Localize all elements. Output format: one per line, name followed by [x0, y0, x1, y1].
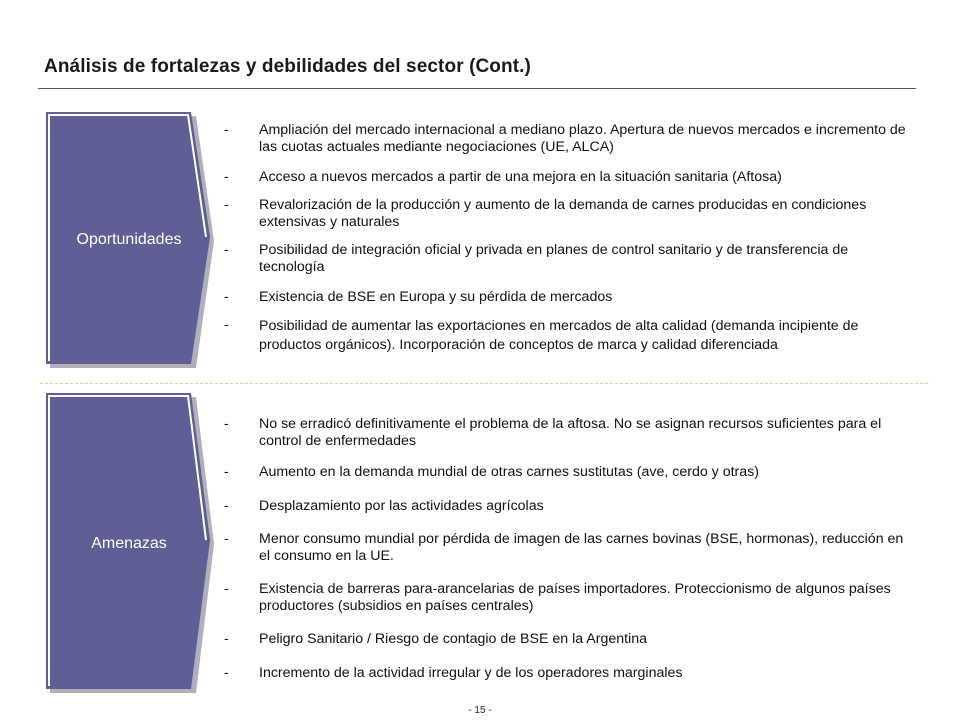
bullet-dash: - [224, 531, 229, 547]
page-number: - 15 - [468, 705, 492, 716]
bullet-dash: - [224, 665, 229, 681]
bullet-dash: - [224, 122, 229, 138]
page-title: Análisis de fortalezas y debilidades del sector (Cont.) [44, 56, 531, 77]
bullet-dash: - [224, 581, 229, 597]
bullet-dash: - [224, 631, 229, 647]
list-item-text: Existencia de BSE en Europa y su pérdida de mercados [259, 289, 613, 305]
list-item-text: Acceso a nuevos mercados a partir de una mejora en la situación sanitaria (Aftosa) [259, 169, 782, 185]
title-divider [38, 88, 916, 89]
bullet-dash: - [224, 197, 229, 213]
section-label-oportunidades: Oportunidades [76, 231, 182, 248]
amenazas-chevron-panel [44, 391, 216, 697]
list-item-text: Menor consumo mundial por pérdida de imagen de las carnes bovinas (BSE, hormonas), reducción en el consumo en la UE. [259, 531, 904, 564]
list-item-text: Ampliación del mercado internacional a mediano plazo. Apertura de nuevos mercados e incremento de las cuotas actuales mediante negociaciones (UE, ALCA) [259, 122, 906, 155]
section-separator [40, 383, 928, 384]
list-item-text: Incremento de la actividad irregular y de los operadores marginales [259, 665, 683, 681]
bullet-dash: - [224, 289, 229, 305]
list-item-text: Posibilidad de aumentar las exportaciones en mercados de alta calidad (demanda incipiente de productos orgánicos). Incorporación de conceptos de marca y calidad diferenciada [259, 318, 859, 353]
list-item-text: Desplazamiento por las actividades agrícolas [259, 498, 544, 514]
list-item-text: Aumento en la demanda mundial de otras carnes sustitutas (ave, cerdo y otras) [259, 464, 759, 480]
bullet-dash: - [224, 416, 229, 432]
list-item-text: Existencia de barreras para-arancelarias de países importadores. Proteccionismo de algunos países productores (subsidios en países centrales) [259, 581, 891, 614]
list-item-text: Peligro Sanitario / Riesgo de contagio de BSE en la Argentina [259, 631, 648, 647]
bullet-dash: - [224, 317, 229, 333]
oportunidades-chevron-panel [44, 110, 216, 372]
section-label-amenazas: Amenazas [91, 535, 167, 552]
list-item-text: Revalorización de la producción y aumento de la demanda de carnes producidas en condiciones extensivas y naturales [259, 197, 867, 230]
list-item-text: Posibilidad de integración oficial y privada en planes de control sanitario y de transferencia de tecnología [259, 242, 849, 275]
bullet-dash: - [224, 242, 229, 258]
bullet-dash: - [224, 169, 229, 185]
bullet-dash: - [224, 498, 229, 514]
bullet-dash: - [224, 464, 229, 480]
list-item-text: No se erradicó definitivamente el problema de la aftosa. No se asignan recursos suficientes para el control de enfermedades [259, 416, 882, 449]
